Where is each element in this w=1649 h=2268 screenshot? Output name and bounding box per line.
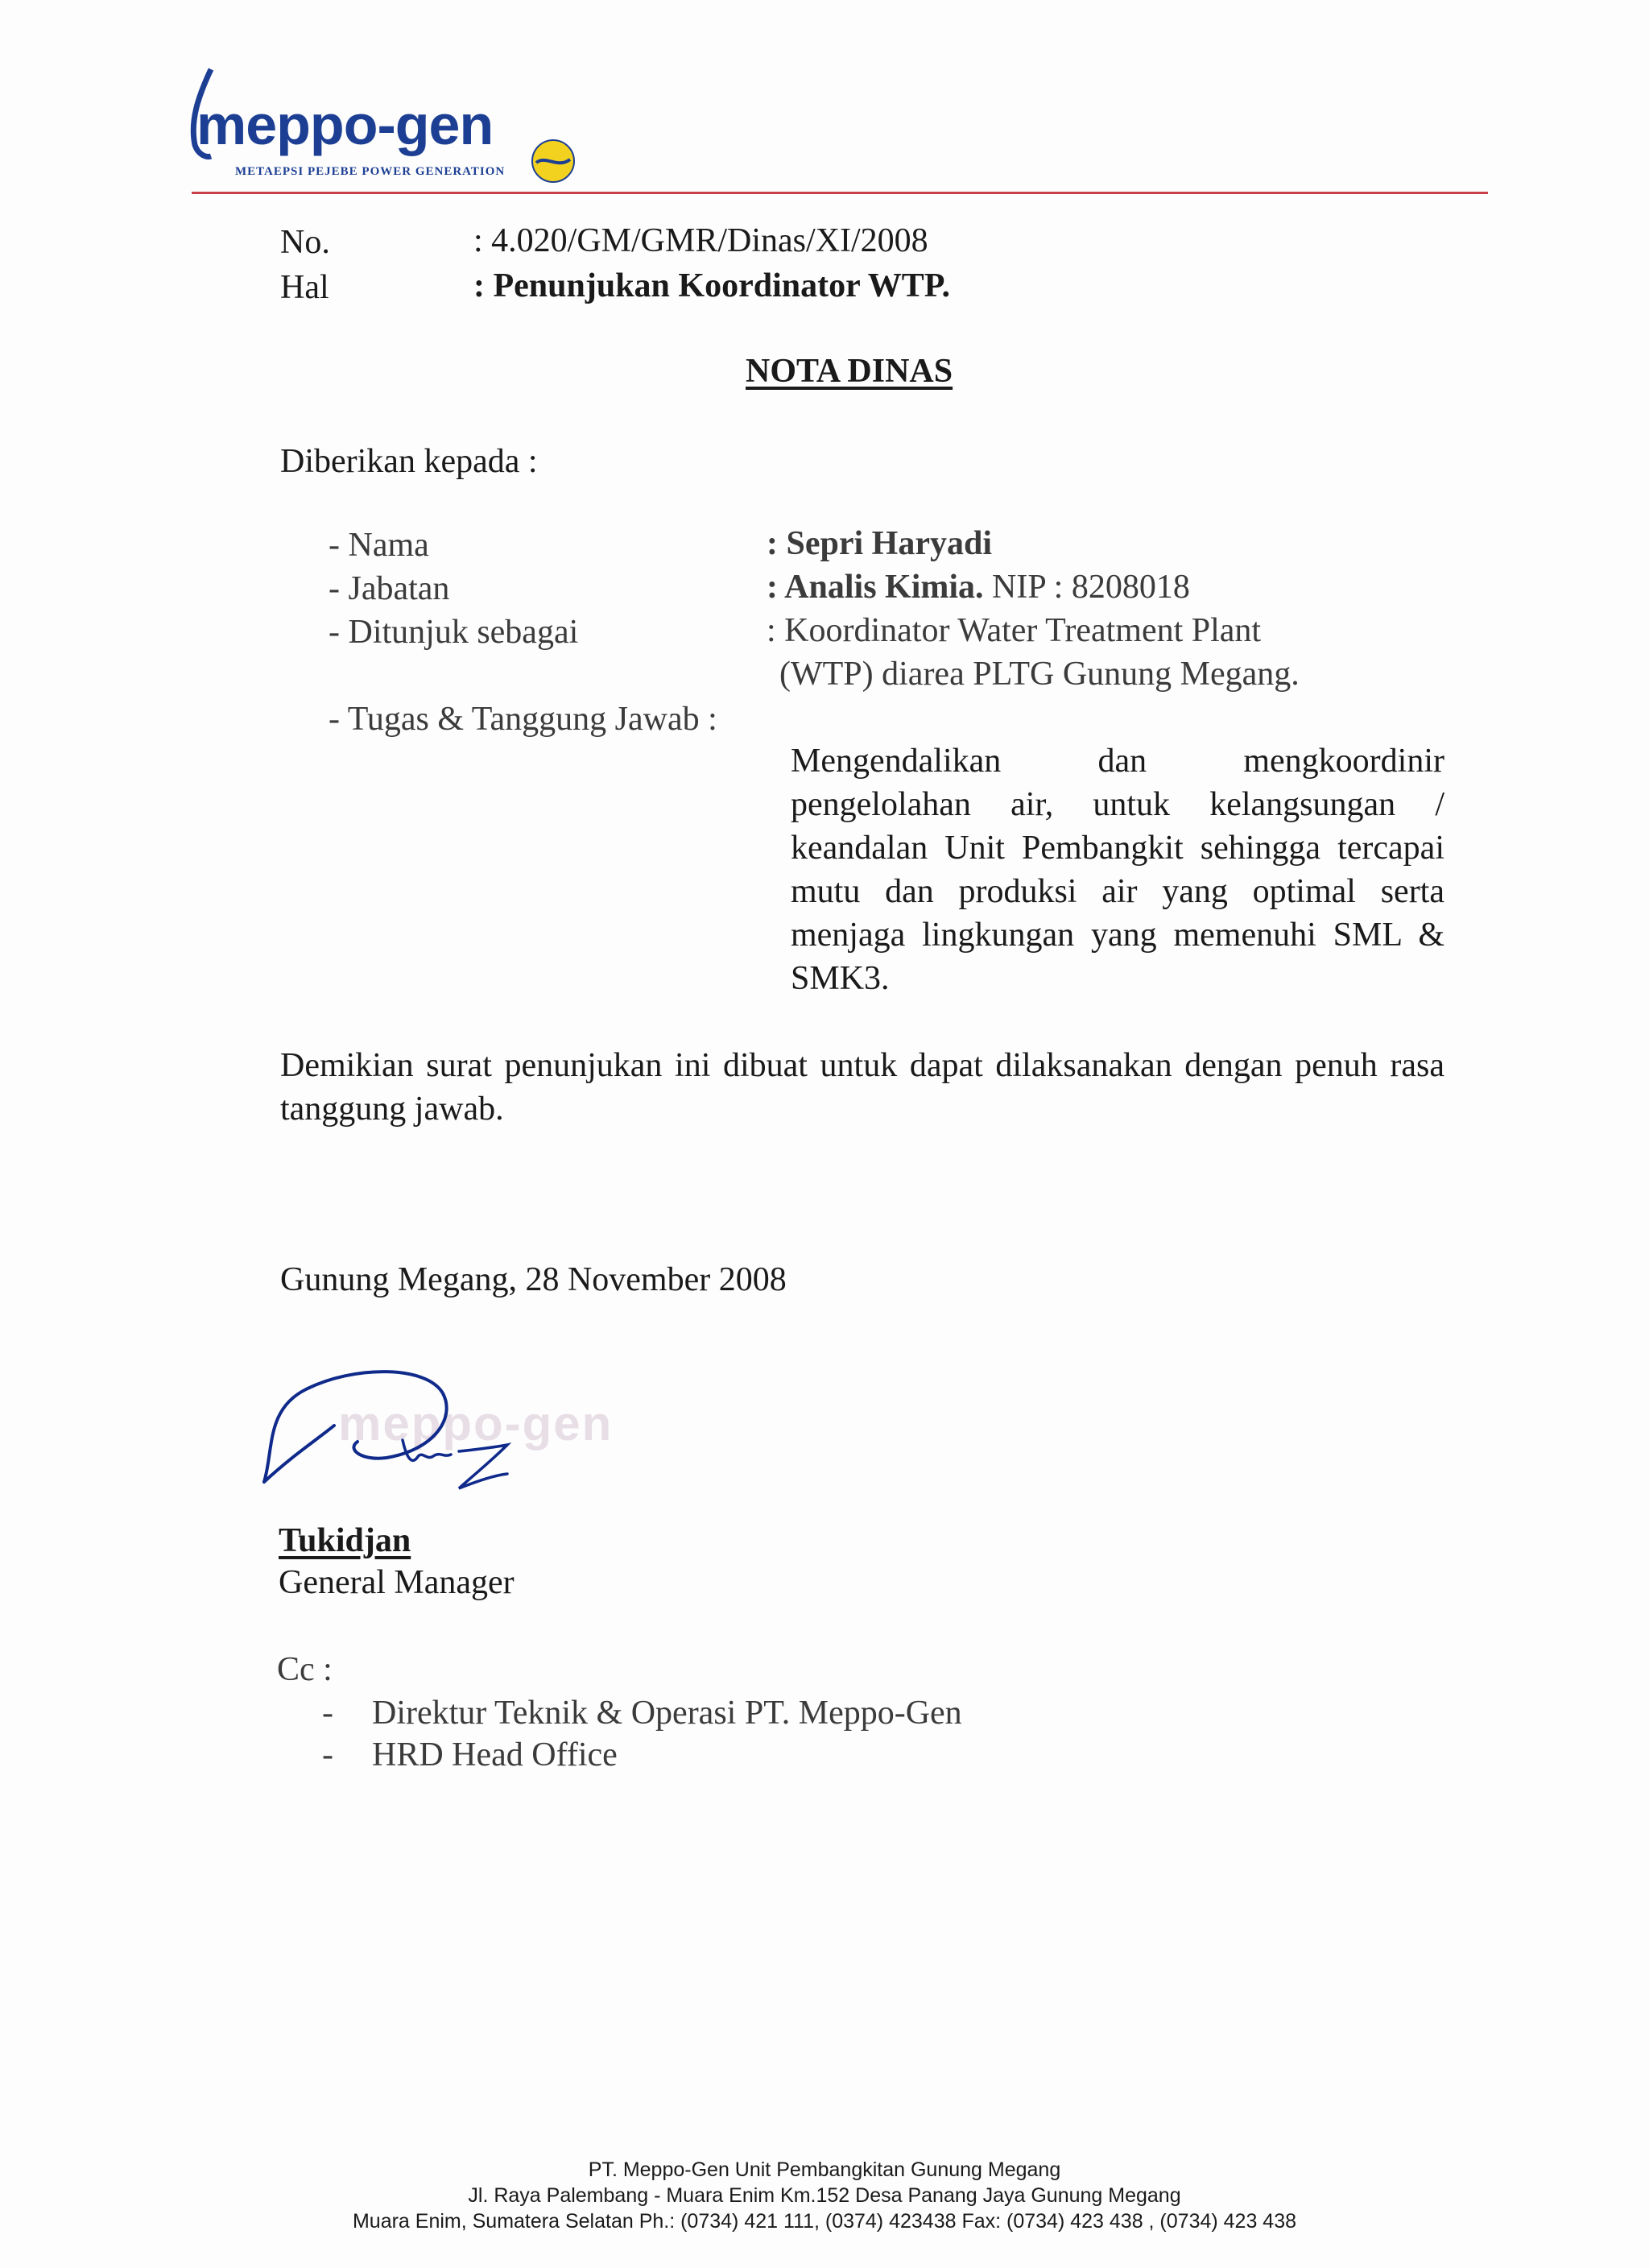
- signatory-position: General Manager: [279, 1564, 515, 1601]
- jabatan-label: - Jabatan: [329, 570, 450, 607]
- footer-line-2: Jl. Raya Palembang - Muara Enim Km.152 Desa Panang Jaya Gunung Megang: [468, 2184, 1181, 2207]
- place-date: Gunung Megang, 28 November 2008: [280, 1261, 787, 1298]
- ditunjuk-value-line1: : Koordinator Water Treatment Plant: [767, 612, 1262, 649]
- logo-sun-icon: [525, 137, 581, 185]
- cc-bullet-2: -: [322, 1736, 333, 1773]
- letterhead-divider: [192, 192, 1488, 194]
- cc-item-2: HRD Head Office: [372, 1736, 618, 1773]
- tugas-value: Mengendalikan dan mengkoordinir pengelolahan air, untuk kelangsungan / keandalan Unit Pembangkit sehingga tercapai mutu dan produksi air yang optimal serta menjaga lingkungan yang memenuhi SML & SMK3.: [791, 743, 1444, 997]
- closing-paragraph: Demikian surat penunjukan ini dibuat untuk dapat dilaksanakan dengan penuh rasa tanggung jawab.: [280, 1047, 1444, 1128]
- signatory-name: Tukidjan: [279, 1522, 411, 1559]
- tugas-label: - Tugas & Tanggung Jawab :: [329, 701, 717, 738]
- signature: [258, 1361, 523, 1506]
- nama-value: : Sepri Haryadi: [767, 525, 992, 562]
- document-title: NOTA DINAS: [746, 353, 953, 390]
- jabatan-value: [767, 570, 1190, 604]
- nama-label: - Nama: [329, 527, 429, 564]
- hal-value: : Penunjukan Koordinator WTP.: [473, 267, 951, 304]
- hal-label: Hal: [280, 269, 329, 306]
- stamp-text: meppo-gen: [338, 1397, 614, 1451]
- jabatan-title: : Analis Kimia.: [767, 569, 984, 606]
- ditunjuk-label: - Ditunjuk sebagai: [329, 614, 579, 651]
- footer-line-1: PT. Meppo-Gen Unit Pembangkitan Gunung Megang: [588, 2158, 1061, 2181]
- cc-bullet-1: -: [322, 1695, 333, 1732]
- no-value: : 4.020/GM/GMR/Dinas/XI/2008: [473, 222, 928, 259]
- logo-tagline: METAEPSI PEJEBE POWER GENERATION: [235, 165, 506, 178]
- ditunjuk-value-line2: (WTP) diarea PLTG Gunung Megang.: [779, 656, 1300, 693]
- no-label: No.: [280, 224, 330, 261]
- company-logo: [187, 64, 605, 185]
- jabatan-nip: NIP : 8208018: [992, 569, 1190, 606]
- cc-item-1: Direktur Teknik & Operasi PT. Meppo-Gen: [372, 1695, 962, 1732]
- cc-label: Cc :: [277, 1651, 333, 1688]
- logo-wordmark: meppo-gen: [196, 93, 494, 156]
- intro-text: Diberikan kepada :: [280, 443, 538, 480]
- footer-line-3: Muara Enim, Sumatera Selatan Ph.: (0734) 421 111, (0374) 423438 Fax: (0734) 423 438 , (0734) 423 438: [352, 2210, 1297, 2233]
